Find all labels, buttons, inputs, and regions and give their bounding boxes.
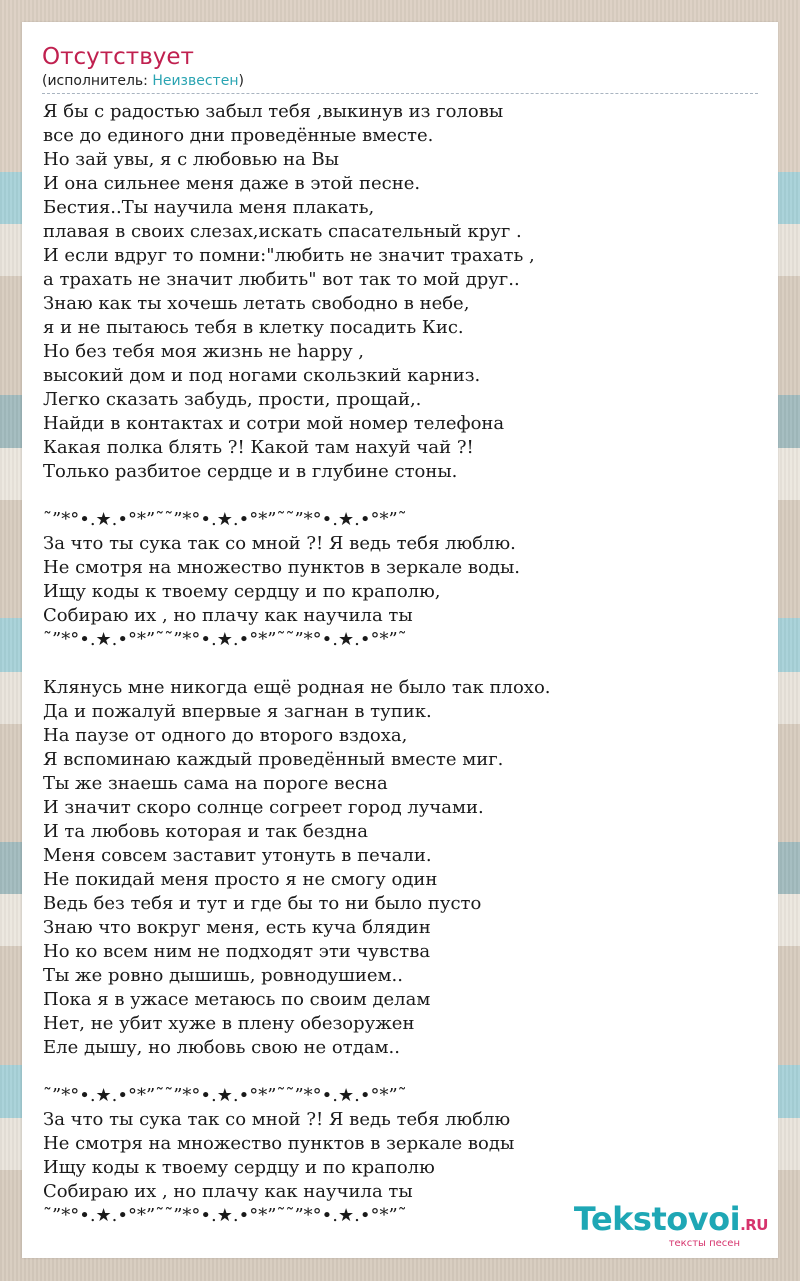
lyric-line: плавая в своих слезах,искать спасательный круг . <box>43 221 522 242</box>
site-logo[interactable] <box>574 1202 768 1250</box>
lyric-line: И та любовь которая и так бездна <box>43 821 368 842</box>
lyric-line: я и не пытаюсь тебя в клетку посадить Кис. <box>43 317 464 338</box>
lyric-line: а трахать не значит любить" вот так то мой друг.. <box>43 269 520 290</box>
song-header <box>42 42 758 94</box>
lyric-line: И значит скоро солнце согреет город лучами. <box>43 797 484 818</box>
lyric-line: Ты же ровно дышишь, ровнодушием.. <box>43 965 403 986</box>
lyric-line: ˜”*°•.★.•°*”˜˜”*°•.★.•°*”˜˜”*°•.★.•°*”˜ <box>43 1205 407 1226</box>
artist-suffix: ) <box>238 73 244 89</box>
lyric-line: Собираю их , но плачу как научила ты <box>43 605 413 626</box>
lyric-line <box>43 484 759 508</box>
lyric-line: Бестия..Ты научила меня плакать, <box>43 197 375 218</box>
lyric-line: Но зай увы, я с любовью на Вы <box>43 149 340 170</box>
lyric-line: Не смотря на множество пунктов в зеркале воды <box>43 1133 515 1154</box>
lyric-line: Но без тебя моя жизнь не happy , <box>43 341 364 362</box>
artist-link[interactable]: Неизвестен <box>152 73 239 89</box>
lyric-line: Легко сказать забудь, прости, прощай,. <box>43 389 422 410</box>
artist-line <box>42 72 758 90</box>
lyric-line: Не смотря на множество пунктов в зеркале воды. <box>43 557 520 578</box>
lyric-line <box>43 652 759 676</box>
logo-subtitle: тексты песен <box>668 1238 740 1249</box>
lyric-line: Не покидай меня просто я не смогу один <box>43 869 438 890</box>
lyric-line: Какая полка блять ?! Какой там нахуй чай ?! <box>43 437 474 458</box>
lyric-line: Ведь без тебя и тут и где бы то ни было пусто <box>43 893 482 914</box>
lyric-line: Знаю что вокруг меня, есть куча блядин <box>43 917 431 938</box>
lyric-line: Ищу коды к твоему сердцу и по краполю, <box>43 581 441 602</box>
lyric-line: Только разбитое сердце и в глубине стоны. <box>43 461 458 482</box>
lyrics-card <box>22 22 778 1258</box>
lyric-line: Еле дышу, но любовь свою не отдам.. <box>43 1037 400 1058</box>
lyric-line: Знаю как ты хочешь летать свободно в небе, <box>43 293 470 314</box>
lyric-line: Пока я в ужасе метаюсь по своим делам <box>43 989 431 1010</box>
lyric-line: Я бы с радостью забыл тебя ,выкинув из головы <box>43 101 504 122</box>
lyric-line: За что ты сука так со мной ?! Я ведь тебя люблю. <box>43 533 516 554</box>
logo-tld: .RU <box>740 1216 768 1234</box>
lyric-line: Но ко всем ним не подходят эти чувства <box>43 941 431 962</box>
lyric-line: ˜”*°•.★.•°*”˜˜”*°•.★.•°*”˜˜”*°•.★.•°*”˜ <box>43 1085 407 1106</box>
lyric-line: Найди в контактах и сотри мой номер телефона <box>43 413 505 434</box>
lyric-line: Я вспоминаю каждый проведённый вместе миг. <box>43 749 504 770</box>
artist-prefix: (исполнитель: <box>42 73 153 89</box>
lyric-line: ˜”*°•.★.•°*”˜˜”*°•.★.•°*”˜˜”*°•.★.•°*”˜ <box>43 629 407 650</box>
lyric-line: Да и пожалуй впервые я загнан в тупик. <box>43 701 432 722</box>
lyric-line: За что ты сука так со мной ?! Я ведь тебя люблю <box>43 1109 511 1130</box>
lyric-line: Меня совсем заставит утонуть в печали. <box>43 845 432 866</box>
lyric-line: Клянусь мне никогда ещё родная не было так плохо. <box>43 677 551 698</box>
lyric-line: Ты же знаешь сама на пороге весна <box>43 773 388 794</box>
lyric-line: И она сильнее меня даже в этой песне. <box>43 173 421 194</box>
lyric-line: все до единого дни проведённые вместе. <box>43 125 434 146</box>
lyric-line: Ищу коды к твоему сердцу и по краполю <box>43 1157 435 1178</box>
logo-main-text: Tekstovoi <box>573 1200 741 1238</box>
lyric-line: ˜”*°•.★.•°*”˜˜”*°•.★.•°*”˜˜”*°•.★.•°*”˜ <box>43 509 407 530</box>
lyric-line: И если вдруг то помни:"любить не значит трахать , <box>43 245 535 266</box>
lyric-line: Собираю их , но плачу как научила ты <box>43 1181 413 1202</box>
lyrics-text <box>43 100 759 1228</box>
logo-wordmark <box>574 1202 768 1242</box>
lyric-line: Нет, не убит хуже в плену обезоружен <box>43 1013 415 1034</box>
lyric-line: высокий дом и под ногами скользкий карниз. <box>43 365 481 386</box>
song-title: Отсутствует <box>42 44 194 70</box>
lyric-line: На паузе от одного до второго вздоха, <box>43 725 408 746</box>
lyric-line <box>43 1060 759 1084</box>
